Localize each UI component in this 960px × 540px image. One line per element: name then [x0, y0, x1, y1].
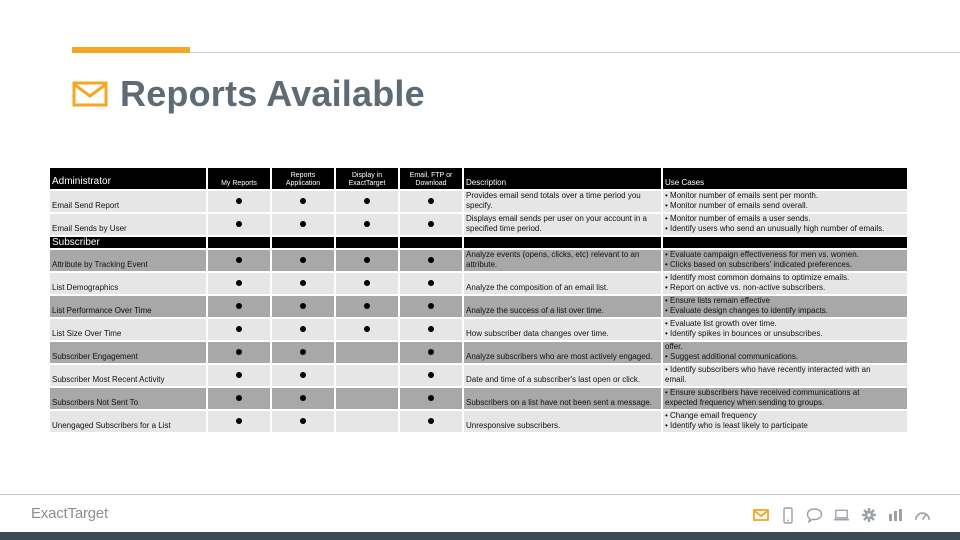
- table-row: [49, 190, 908, 213]
- envelope-icon: [752, 507, 769, 524]
- header-administrator: Administrator: [49, 167, 207, 190]
- gauge-icon: [914, 507, 931, 524]
- report-name: List Demographics: [49, 272, 207, 295]
- availability-cell: [335, 213, 399, 236]
- section-label: Subscriber: [49, 236, 207, 249]
- availability-cell: [399, 318, 463, 341]
- report-name: Subscriber Engagement: [49, 341, 207, 364]
- table-header-row: [49, 167, 908, 190]
- brand-logo: [31, 505, 110, 522]
- bullet-icon: [300, 326, 306, 332]
- table-row: [49, 364, 908, 387]
- availability-cell: [335, 295, 399, 318]
- availability-cell: [335, 249, 399, 272]
- use-cases: [662, 341, 908, 364]
- availability-cell: [207, 387, 271, 410]
- envelope-icon: [72, 80, 108, 108]
- use-case-line: • Monitor number of emails send overall.: [665, 201, 808, 210]
- report-description: How subscriber data changes over time.: [463, 318, 662, 341]
- bullet-icon: [428, 372, 434, 378]
- availability-cell: [207, 364, 271, 387]
- report-name: Attribute by Tracking Event: [49, 249, 207, 272]
- bullet-icon: [364, 280, 370, 286]
- availability-cell: [207, 249, 271, 272]
- availability-cell: [207, 190, 271, 213]
- availability-cell: [399, 272, 463, 295]
- availability-cell: [271, 387, 335, 410]
- use-cases: [662, 249, 908, 272]
- table-row: [49, 387, 908, 410]
- accent-bar: [72, 47, 190, 53]
- bullet-icon: [428, 257, 434, 263]
- use-case-line: • Identify spikes in bounces or unsubscribes.: [665, 329, 823, 338]
- availability-cell: [207, 213, 271, 236]
- bullet-icon: [300, 372, 306, 378]
- use-case-line: • Monitor number of emails a user sends.: [665, 214, 811, 223]
- availability-cell: [335, 387, 399, 410]
- use-cases: [662, 272, 908, 295]
- header-display-in-exacttarget: Display in ExactTarget: [335, 167, 399, 190]
- use-cases: [662, 295, 908, 318]
- use-case-line: • Evaluate campaign effectiveness for men vs. women.: [665, 250, 859, 259]
- use-case-line: • Monitor number of emails sent per month.: [665, 191, 819, 200]
- bullet-icon: [300, 280, 306, 286]
- report-description: Analyze events (opens, clicks, etc) relevant to an attribute.: [463, 249, 662, 272]
- availability-cell: [335, 190, 399, 213]
- header-description: Description: [463, 167, 662, 190]
- report-name: Subscribers Not Sent To: [49, 387, 207, 410]
- title-row: [72, 72, 425, 116]
- bullet-icon: [236, 257, 242, 263]
- availability-cell: [271, 190, 335, 213]
- availability-cell: [207, 410, 271, 433]
- availability-cell: [271, 295, 335, 318]
- use-case-line: • Evaluate design changes to identify impacts.: [665, 306, 828, 315]
- availability-cell: [271, 318, 335, 341]
- page-title: Reports Available: [120, 73, 425, 114]
- section-cell: [335, 236, 399, 249]
- bullet-icon: [364, 303, 370, 309]
- availability-cell: [399, 387, 463, 410]
- table-section-row: [49, 236, 908, 249]
- use-case-line: • Suggest additional communications.: [665, 352, 799, 361]
- availability-cell: [399, 213, 463, 236]
- use-case-line: expected frequency when sending to groups.: [665, 398, 825, 407]
- reports-table: [48, 166, 909, 434]
- footer-icon-bar: [752, 505, 931, 525]
- use-case-line: • Report on active vs. non-active subscribers.: [665, 283, 826, 292]
- bullet-icon: [428, 349, 434, 355]
- availability-cell: [271, 364, 335, 387]
- report-name: Subscriber Most Recent Activity: [49, 364, 207, 387]
- availability-cell: [271, 213, 335, 236]
- table-row: [49, 249, 908, 272]
- bullet-icon: [428, 395, 434, 401]
- report-name: Email Send Report: [49, 190, 207, 213]
- availability-cell: [399, 190, 463, 213]
- availability-cell: [335, 341, 399, 364]
- section-cell: [271, 236, 335, 249]
- bullet-icon: [364, 221, 370, 227]
- bar-chart-icon: [887, 507, 904, 524]
- availability-cell: [399, 364, 463, 387]
- table-row: [49, 295, 908, 318]
- bullet-icon: [300, 257, 306, 263]
- bullet-icon: [300, 349, 306, 355]
- use-case-line: • Evaluate list growth over time.: [665, 319, 777, 328]
- laptop-icon: [833, 507, 850, 524]
- report-description: Provides email send totals over a time period you specify.: [463, 190, 662, 213]
- use-case-line: • Change email frequency: [665, 411, 757, 420]
- bullet-icon: [428, 418, 434, 424]
- bullet-icon: [236, 198, 242, 204]
- bullet-icon: [236, 221, 242, 227]
- table-row: [49, 318, 908, 341]
- use-case-line: • Identify users who send an unusually high number of emails.: [665, 224, 885, 233]
- bullet-icon: [428, 280, 434, 286]
- availability-cell: [271, 249, 335, 272]
- availability-cell: [399, 341, 463, 364]
- bullet-icon: [236, 349, 242, 355]
- availability-cell: [399, 410, 463, 433]
- bullet-icon: [236, 372, 242, 378]
- bullet-icon: [428, 303, 434, 309]
- section-cell: [463, 236, 662, 249]
- availability-cell: [399, 295, 463, 318]
- availability-cell: [207, 341, 271, 364]
- use-cases: [662, 190, 908, 213]
- table-row: [49, 272, 908, 295]
- availability-cell: [207, 318, 271, 341]
- availability-cell: [271, 272, 335, 295]
- header-my-reports: My Reports: [207, 167, 271, 190]
- report-name: List Size Over Time: [49, 318, 207, 341]
- bullet-icon: [236, 280, 242, 286]
- bullet-icon: [300, 303, 306, 309]
- bullet-icon: [428, 198, 434, 204]
- bullet-icon: [236, 303, 242, 309]
- use-case-line: email.: [665, 375, 687, 384]
- top-divider: [190, 52, 960, 53]
- use-case-line: • Ensure lists remain effective: [665, 296, 770, 305]
- table-row: [49, 410, 908, 433]
- table-row: [49, 213, 908, 236]
- bullet-icon: [364, 257, 370, 263]
- report-description: Date and time of a subscriber's last open or click.: [463, 364, 662, 387]
- bullet-icon: [236, 326, 242, 332]
- bullet-icon: [428, 221, 434, 227]
- bullet-icon: [236, 395, 242, 401]
- report-description: Unresponsive subscribers.: [463, 410, 662, 433]
- brand-mark: .: [108, 507, 110, 514]
- footer-band: [0, 532, 960, 540]
- bullet-icon: [300, 221, 306, 227]
- report-description: Subscribers on a list have not been sent a message.: [463, 387, 662, 410]
- report-description: Analyze subscribers who are most actively engaged.: [463, 341, 662, 364]
- use-cases: [662, 364, 908, 387]
- bullet-icon: [300, 395, 306, 401]
- availability-cell: [271, 410, 335, 433]
- mobile-icon: [779, 507, 796, 524]
- availability-cell: [335, 410, 399, 433]
- use-case-line: • Identify most common domains to optimize emails.: [665, 273, 850, 282]
- use-case-line: • Clicks based on subscribers' indicated preferences.: [665, 260, 853, 269]
- use-cases: [662, 410, 908, 433]
- table-row: [49, 341, 908, 364]
- bullet-icon: [300, 418, 306, 424]
- header-reports-application: Reports Application: [271, 167, 335, 190]
- bullet-icon: [300, 198, 306, 204]
- availability-cell: [335, 272, 399, 295]
- report-name: Unengaged Subscribers for a List: [49, 410, 207, 433]
- bullet-icon: [364, 198, 370, 204]
- availability-cell: [335, 364, 399, 387]
- use-case-line: offer.: [665, 342, 683, 351]
- section-cell: [207, 236, 271, 249]
- section-cell: [399, 236, 463, 249]
- use-case-line: • Ensure subscribers have received communications at: [665, 388, 860, 397]
- bullet-icon: [428, 326, 434, 332]
- use-case-line: • Identify subscribers who have recently interacted with an: [665, 365, 871, 374]
- availability-cell: [207, 272, 271, 295]
- report-description: Analyze the composition of an email list.: [463, 272, 662, 295]
- use-cases: [662, 318, 908, 341]
- availability-cell: [399, 249, 463, 272]
- chat-bubble-icon: [806, 507, 823, 524]
- gear-icon: [860, 507, 877, 524]
- bullet-icon: [236, 418, 242, 424]
- header-use-cases: Use Cases: [662, 167, 908, 190]
- section-cell: [662, 236, 908, 249]
- use-cases: [662, 213, 908, 236]
- bullet-icon: [364, 326, 370, 332]
- footer-divider: [0, 494, 960, 495]
- use-cases: [662, 387, 908, 410]
- report-description: Analyze the success of a list over time.: [463, 295, 662, 318]
- availability-cell: [335, 318, 399, 341]
- availability-cell: [207, 295, 271, 318]
- brand-name: ExactTarget: [31, 505, 109, 522]
- use-case-line: • Identify who is least likely to participate: [665, 421, 808, 430]
- header-email-ftp-download: Email, FTP or Download: [399, 167, 463, 190]
- availability-cell: [271, 341, 335, 364]
- report-name: Email Sends by User: [49, 213, 207, 236]
- report-description: Displays email sends per user on your account in a specified time period.: [463, 213, 662, 236]
- report-name: List Performance Over Time: [49, 295, 207, 318]
